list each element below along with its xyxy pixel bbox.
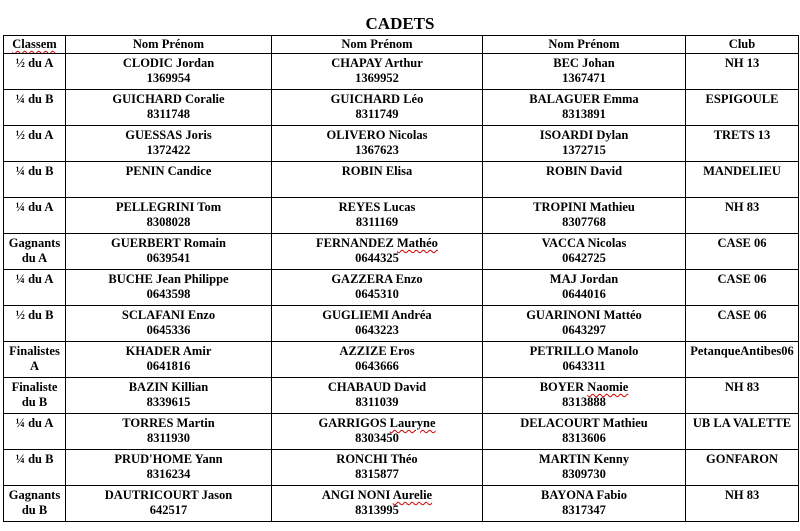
table-row: [4, 306, 799, 342]
player-name: ANGI NONI Aurelie: [321, 488, 433, 502]
rank-label: ½ du A: [15, 128, 54, 142]
player-name: GARRIGOS Lauryne: [318, 416, 436, 430]
cell-player-2: [272, 270, 483, 306]
rank-label: Finaliste: [11, 380, 58, 394]
cell-player-3: [483, 486, 686, 522]
player-name: REYES Lucas: [338, 200, 416, 214]
player-name: VACCA Nicolas: [541, 236, 627, 250]
cell-player-2: [272, 342, 483, 378]
player-license: 0643666: [355, 359, 399, 373]
player-name: TROPINI Mathieu: [533, 200, 635, 214]
cell-club: [686, 306, 799, 342]
cell-player-2: [272, 486, 483, 522]
cell-player-3: [483, 450, 686, 486]
cell-player-1: [66, 234, 272, 270]
page-title: CADETS: [365, 14, 435, 33]
club-name: TRETS 13: [713, 128, 771, 142]
cell-classement: [4, 162, 66, 198]
player-license: 642517: [149, 503, 188, 517]
player-name: GUESSAS Joris: [125, 128, 212, 142]
player-license: 1367623: [355, 143, 399, 157]
player-license: 8316234: [146, 467, 191, 481]
player-name: GUICHARD Léo: [330, 92, 424, 106]
player-license: 0641816: [146, 359, 191, 373]
player-name: BEC Johan: [553, 56, 615, 70]
player-name: MARTIN Kenny: [538, 452, 630, 466]
club-name: NH 83: [724, 200, 760, 214]
cell-player-3: [483, 54, 686, 90]
table-row: [4, 270, 799, 306]
cell-classement: [4, 198, 66, 234]
player-license: 8313606: [562, 431, 606, 445]
player-name: TORRES Martin: [122, 416, 215, 430]
rank-label: A: [29, 359, 40, 373]
player-name: CHAPAY Arthur: [331, 56, 423, 70]
cell-player-2: [272, 90, 483, 126]
player-name: BAYONA Fabio: [540, 488, 628, 502]
player-name: FERNANDEZ Mathéo: [316, 236, 438, 250]
player-license: 0644325: [355, 251, 399, 265]
player-name: GUERBERT Romain: [111, 236, 226, 250]
cell-player-1: [66, 198, 272, 234]
cell-club: [686, 90, 799, 126]
player-name: MAJ Jordan: [549, 272, 619, 286]
player-license: 1369954: [146, 71, 191, 85]
rank-label: du B: [21, 503, 48, 517]
player-license: 1367471: [562, 71, 606, 85]
rank-label: ¼ du A: [15, 272, 54, 286]
cell-player-1: [66, 486, 272, 522]
player-name: CHABAUD David: [327, 380, 427, 394]
cell-club: [686, 450, 799, 486]
club-name: ESPIGOULE: [705, 92, 779, 106]
rank-label: Finalistes: [9, 344, 60, 358]
table-row: [4, 486, 799, 522]
cell-player-2: [272, 162, 483, 198]
cell-player-1: [66, 342, 272, 378]
cell-classement: [4, 234, 66, 270]
rank-label: du B: [21, 395, 48, 409]
club-name: CASE 06: [717, 236, 767, 250]
player-name: DAUTRICOURT Jason: [104, 488, 233, 502]
player-license: 0639541: [146, 251, 191, 265]
cell-player-3: [483, 306, 686, 342]
player-name: CLODIC Jordan: [122, 56, 215, 70]
club-name: UB LA VALETTE: [692, 416, 792, 430]
cell-classement: [4, 378, 66, 414]
cell-player-1: [66, 162, 272, 198]
player-name: ROBIN David: [545, 164, 623, 178]
cell-classement: [4, 414, 66, 450]
player-name: ROBIN Elisa: [341, 164, 413, 178]
cell-club: [686, 198, 799, 234]
player-name: GUARINONI Mattéo: [526, 308, 642, 322]
player-name: ISOARDI Dylan: [539, 128, 629, 142]
rank-label: ¼ du B: [15, 92, 54, 106]
header-nom-prenom-3: Nom Prénom: [483, 36, 686, 54]
cell-player-3: [483, 126, 686, 162]
cell-club: [686, 342, 799, 378]
player-license: 0642725: [562, 251, 606, 265]
cell-player-3: [483, 198, 686, 234]
player-license: 0643598: [146, 287, 191, 301]
cell-club: [686, 162, 799, 198]
club-name: NH 13: [724, 56, 760, 70]
club-name: PetanqueAntibes06: [690, 344, 794, 358]
rank-label: Gagnants: [8, 488, 61, 502]
table-row: [4, 450, 799, 486]
cell-club: [686, 414, 799, 450]
cell-classement: [4, 486, 66, 522]
player-name: OLIVERO Nicolas: [326, 128, 428, 142]
player-license: 8313888: [562, 395, 606, 409]
player-name: AZZIZE Eros: [339, 344, 415, 358]
header-classement: Classem: [4, 36, 66, 54]
player-license: 8317347: [562, 503, 606, 517]
table-row: [4, 126, 799, 162]
header-club: Club: [686, 36, 799, 54]
cell-player-1: [66, 270, 272, 306]
player-license: 8315877: [355, 467, 399, 481]
table-row: [4, 414, 799, 450]
cell-player-1: [66, 450, 272, 486]
cell-player-3: [483, 414, 686, 450]
player-license: 8311039: [355, 395, 399, 409]
player-license: 0645336: [146, 323, 191, 337]
player-name: SCLAFANI Enzo: [121, 308, 216, 322]
cell-player-3: [483, 342, 686, 378]
player-license: 8313995: [355, 503, 399, 517]
player-license: 8303450: [355, 431, 399, 445]
cell-player-2: [272, 234, 483, 270]
header-nom-prenom-1: Nom Prénom: [66, 36, 272, 54]
player-license: 8339615: [146, 395, 191, 409]
rank-label: du A: [21, 251, 48, 265]
cell-classement: [4, 306, 66, 342]
cell-classement: [4, 450, 66, 486]
header-nom-prenom-2: Nom Prénom: [272, 36, 483, 54]
player-license: 0643311: [562, 359, 606, 373]
cell-player-2: [272, 378, 483, 414]
cell-player-1: [66, 306, 272, 342]
player-license: 8311169: [355, 215, 399, 229]
player-license: 1369952: [355, 71, 399, 85]
cell-club: [686, 54, 799, 90]
cell-classement: [4, 270, 66, 306]
player-name: KHADER Amir: [125, 344, 212, 358]
cell-player-3: [483, 90, 686, 126]
player-name: PENIN Candice: [125, 164, 212, 178]
cell-player-3: [483, 162, 686, 198]
rank-label: ½ du A: [15, 56, 54, 70]
player-name: GAZZERA Enzo: [331, 272, 423, 286]
club-name: GONFARON: [706, 452, 778, 466]
cell-player-1: [66, 54, 272, 90]
table-row: [4, 378, 799, 414]
player-name: BALAGUER Emma: [529, 92, 639, 106]
player-license: 8311749: [355, 107, 399, 121]
player-license: 0643223: [355, 323, 399, 337]
cell-classement: [4, 126, 66, 162]
cell-player-2: [272, 54, 483, 90]
cell-classement: [4, 90, 66, 126]
player-license: 8309730: [562, 467, 606, 481]
rank-label: ½ du B: [15, 308, 54, 322]
results-table: [3, 35, 799, 522]
cell-player-3: [483, 270, 686, 306]
player-license: 8311748: [146, 107, 191, 121]
cell-player-1: [66, 414, 272, 450]
cell-player-3: [483, 234, 686, 270]
club-name: NH 83: [724, 380, 760, 394]
player-license: 8308028: [146, 215, 191, 229]
cell-player-2: [272, 198, 483, 234]
cell-club: [686, 234, 799, 270]
table-row: [4, 198, 799, 234]
cell-player-2: [272, 414, 483, 450]
player-name: BAZIN Killian: [128, 380, 209, 394]
cell-player-2: [272, 306, 483, 342]
header-row: [4, 36, 799, 54]
cell-player-1: [66, 90, 272, 126]
player-name: PETRILLO Manolo: [529, 344, 639, 358]
player-name: PRUD'HOME Yann: [114, 452, 223, 466]
table-row: [4, 234, 799, 270]
player-license: 8313891: [562, 107, 606, 121]
cell-club: [686, 270, 799, 306]
player-name: DELACOURT Mathieu: [520, 416, 648, 430]
cell-club: [686, 378, 799, 414]
player-license: 1372422: [146, 143, 191, 157]
cell-player-2: [272, 126, 483, 162]
cell-player-2: [272, 450, 483, 486]
player-license: 0644016: [562, 287, 606, 301]
club-name: MANDELIEU: [703, 164, 781, 178]
table-row: [4, 54, 799, 90]
rank-label: ¼ du A: [15, 200, 54, 214]
rank-label: ¼ du B: [15, 164, 54, 178]
player-license: 8307768: [562, 215, 606, 229]
player-license: 1372715: [562, 143, 606, 157]
club-name: CASE 06: [717, 272, 767, 286]
player-license: 8311930: [146, 431, 191, 445]
player-name: GUICHARD Coralie: [112, 92, 225, 106]
rank-label: ¼ du B: [15, 452, 54, 466]
club-name: NH 83: [724, 488, 760, 502]
cell-classement: [4, 342, 66, 378]
player-name: RONCHI Théo: [336, 452, 418, 466]
table-row: [4, 90, 799, 126]
cell-player-3: [483, 378, 686, 414]
cell-player-1: [66, 126, 272, 162]
cell-player-1: [66, 378, 272, 414]
cell-classement: [4, 54, 66, 90]
player-name: PELLEGRINI Tom: [115, 200, 222, 214]
cell-club: [686, 126, 799, 162]
table-row: [4, 342, 799, 378]
player-license: 0643297: [562, 323, 606, 337]
club-name: CASE 06: [717, 308, 767, 322]
player-name: BUCHE Jean Philippe: [108, 272, 229, 286]
table-row: [4, 162, 799, 198]
player-license: 0645310: [355, 287, 399, 301]
player-name: GUGLIEMI Andréa: [322, 308, 432, 322]
rank-label: ¼ du A: [15, 416, 54, 430]
cell-club: [686, 486, 799, 522]
rank-label: Gagnants: [8, 236, 61, 250]
player-name: BOYER Naomie: [539, 380, 629, 394]
